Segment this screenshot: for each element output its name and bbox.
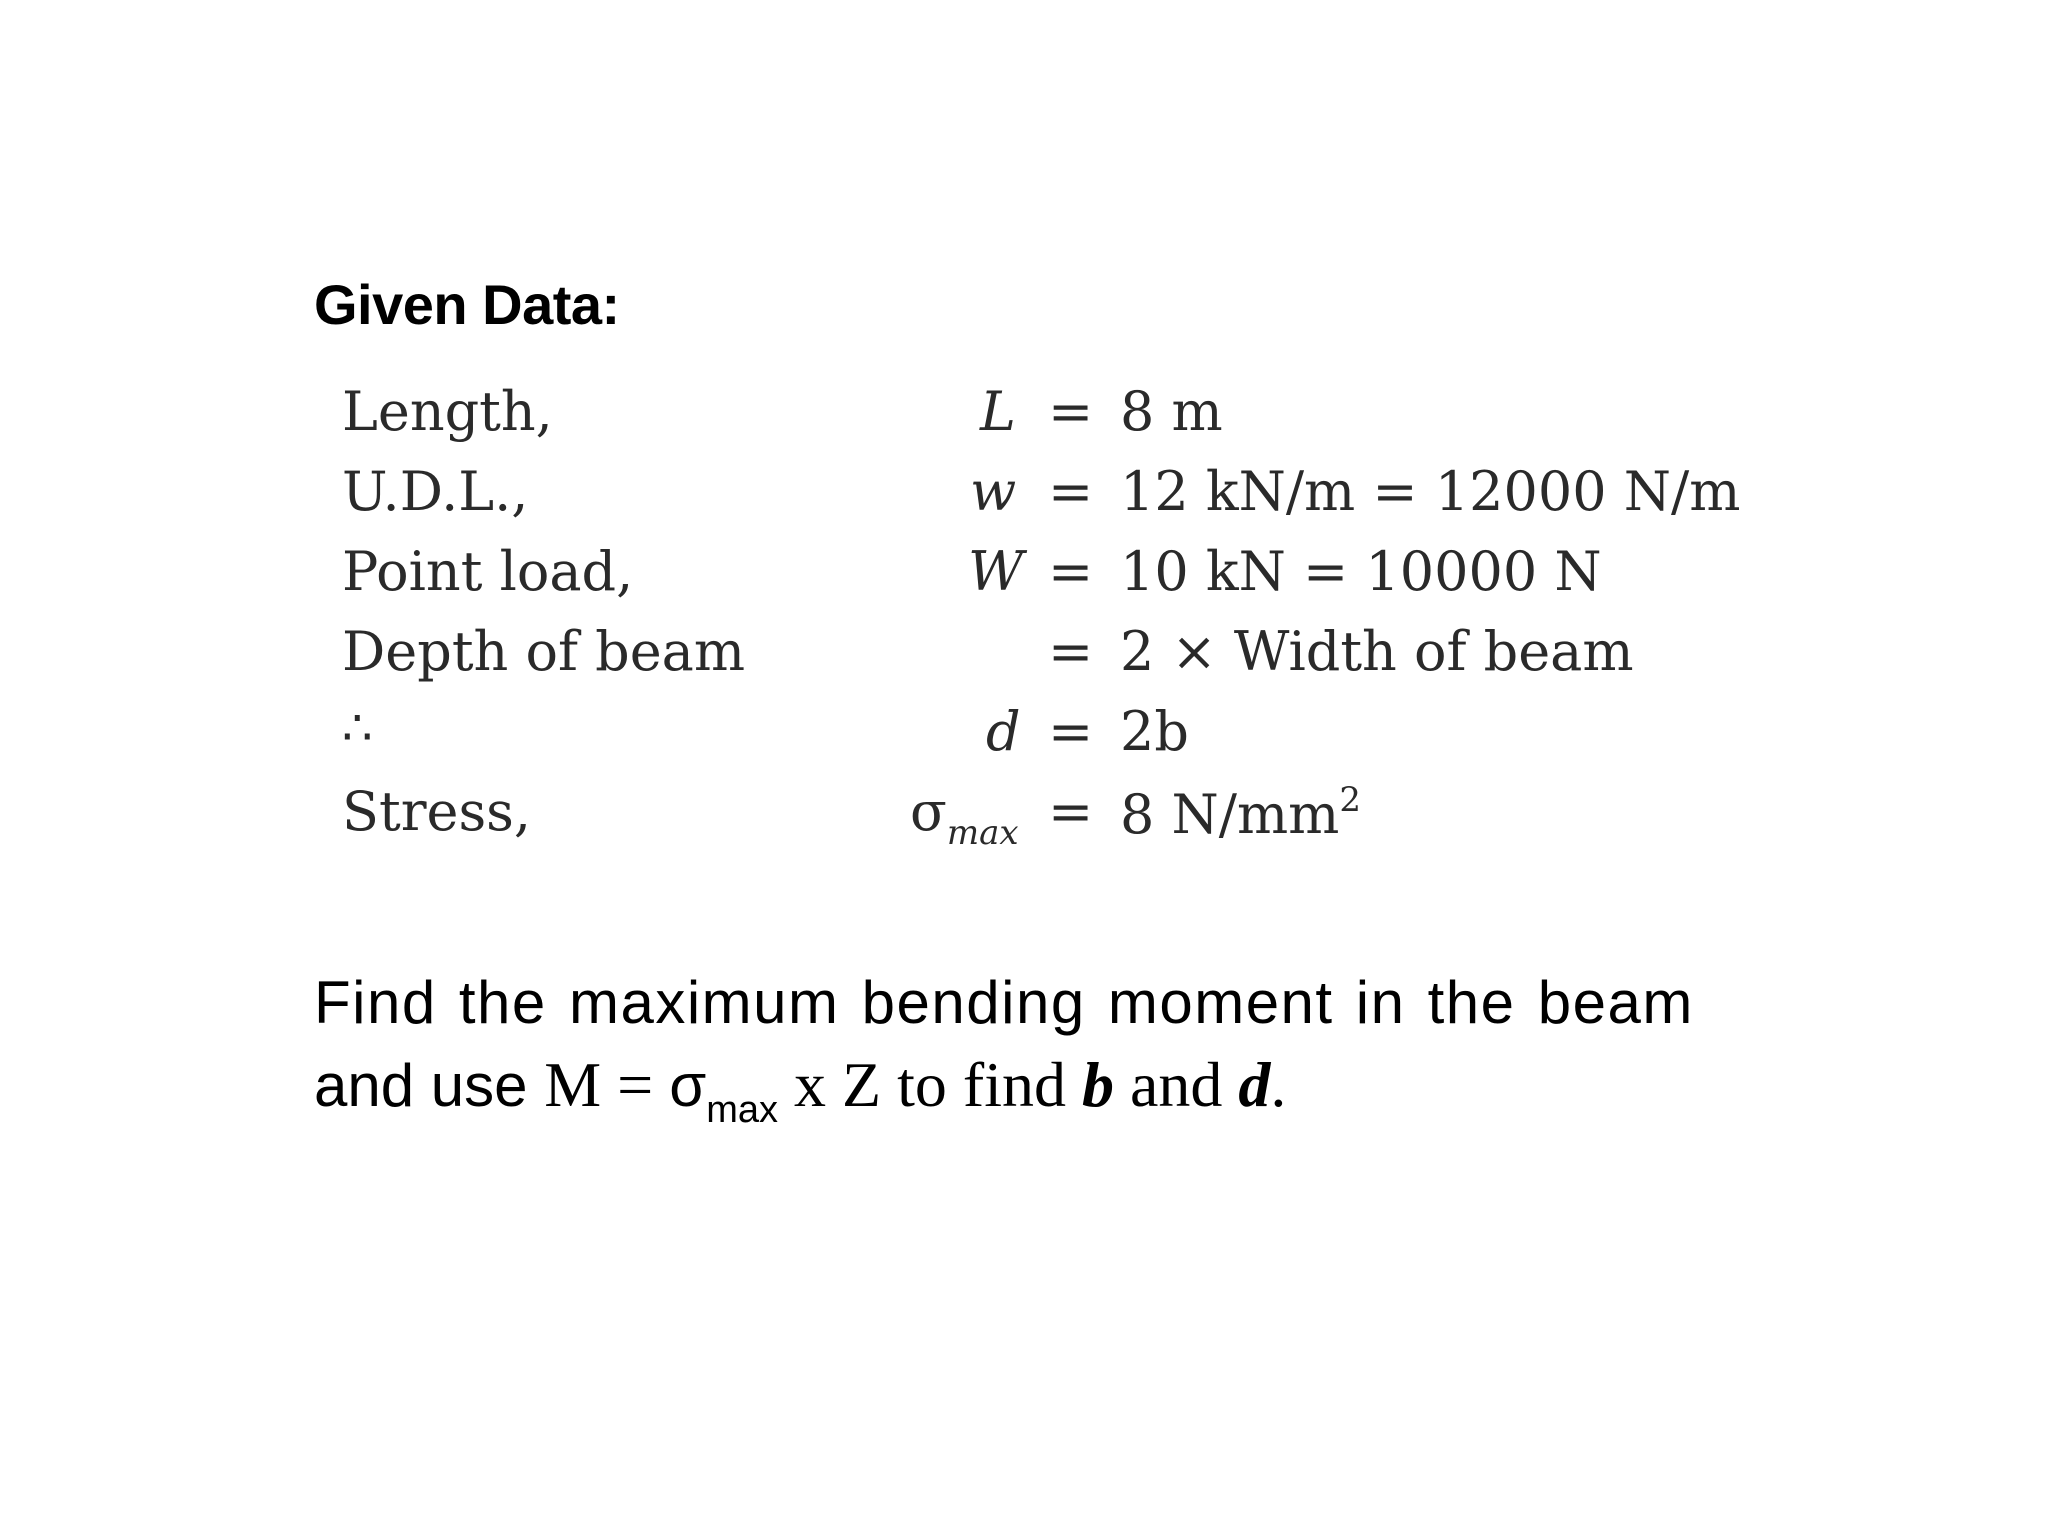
row-equals: = xyxy=(1048,780,1094,843)
row-equals: = xyxy=(1048,460,1094,523)
row-equals: = xyxy=(1048,380,1094,443)
row-value: 8 m xyxy=(1120,380,1223,443)
given-data-heading: Given Data: xyxy=(314,273,620,336)
question-prefix: and use xyxy=(314,1052,545,1119)
question-line-1: Find the maximum bending moment in the beam xyxy=(314,969,1694,1036)
row-label: Length, xyxy=(342,380,553,443)
row-depth xyxy=(330,620,1740,700)
row-label: Stress, xyxy=(342,780,532,843)
formula-rest: x Z to find xyxy=(778,1049,1082,1120)
row-therefore xyxy=(330,700,1740,780)
row-udl xyxy=(330,460,1740,540)
given-data-table xyxy=(330,380,1740,870)
sigma-subscript: max xyxy=(946,813,1019,853)
row-value: 2 × Width of beam xyxy=(1120,620,1634,683)
variable-b: b xyxy=(1081,1049,1114,1120)
formula-m: M = xyxy=(544,1049,670,1120)
row-label: Depth of beam xyxy=(342,620,746,683)
row-equals: = xyxy=(1048,700,1094,763)
row-point-load xyxy=(330,540,1740,620)
row-label: U.D.L., xyxy=(342,460,529,523)
sigma-symbol: σ xyxy=(910,780,947,843)
row-symbol: d xyxy=(986,700,1021,763)
row-value: 12 kN/m = 12000 N/m xyxy=(1120,460,1741,523)
value-superscript: 2 xyxy=(1339,780,1362,820)
row-stress xyxy=(330,780,1740,860)
therefore-symbol: ∴ xyxy=(342,700,373,756)
row-value: 8 N/mm xyxy=(1120,783,1340,846)
and-text: and xyxy=(1113,1049,1239,1120)
period: . xyxy=(1270,1049,1287,1120)
formula-sigma: σ xyxy=(669,1052,707,1119)
row-symbol: L xyxy=(980,380,1016,443)
row-label: Point load, xyxy=(342,540,634,603)
row-equals: = xyxy=(1048,620,1094,683)
formula-sigma-subscript: max xyxy=(706,1089,779,1131)
row-symbol: W xyxy=(968,540,1024,603)
row-value: 2b xyxy=(1120,700,1189,763)
row-length xyxy=(330,380,1740,460)
question-line-2 xyxy=(314,1044,1734,1151)
variable-d: d xyxy=(1238,1049,1271,1120)
row-symbol: w xyxy=(970,460,1017,523)
row-equals: = xyxy=(1048,540,1094,603)
row-value: 10 kN = 10000 N xyxy=(1120,540,1602,603)
question-text xyxy=(314,962,1734,1151)
